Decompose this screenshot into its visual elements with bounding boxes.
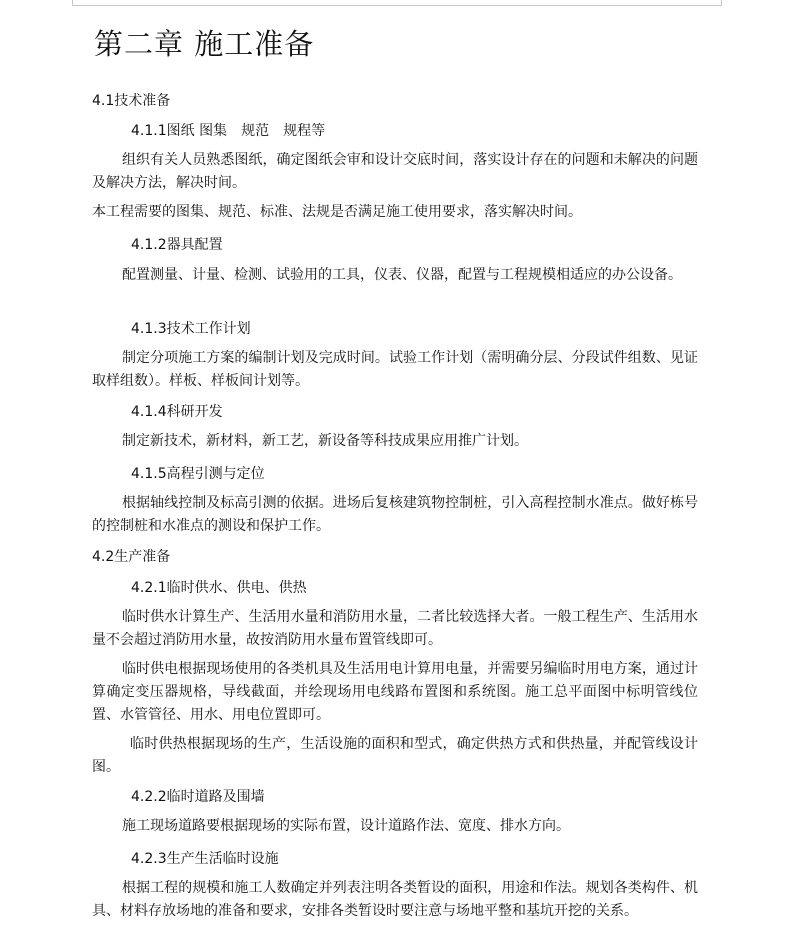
- paragraph: 根据工程的规模和施工人数确定并列表注明各类暂设的面积，用途和作法。规划各类构件、机具、材料存放场地的准备和要求，安排各类暂设时要注意与场地平整和基坑开挖的关系。: [92, 880, 698, 919]
- paragraph: 制定分项施工方案的编制计划及完成时间。试验工作计划（需明确分层、分段试件组数、见证取样组数）。样板、样板间计划等。: [92, 350, 698, 389]
- paragraph: 临时供电根据现场使用的各类机具及生活用电计算用电量，并需要另编临时用电方案，通过计算确定变压器规格，导线截面，并绘现场用电线路布置图和系统图。施工总平面图中标明管线位置、水管管径、用水、用电位置即可。: [92, 661, 698, 723]
- subsection-heading-4-2-1: 4.2.1临时供水、供电、供热: [131, 580, 307, 596]
- paragraph: 临时供热根据现场的生产，生活设施的面积和型式，确定供热方式和供热量，并配管线设计图。: [92, 736, 698, 775]
- subsection-heading-4-2-3: 4.2.3生产生活临时设施: [131, 851, 279, 867]
- subsection-heading-4-1-1: 4.1.1图纸 图集 规范 规程等: [131, 123, 326, 139]
- paragraph: 临时供水计算生产、生活用水量和消防用水量，二者比较选择大者。一般工程生产、生活用水量不会超过消防用水量，故按消防用水量布置管线即可。: [92, 609, 698, 648]
- paragraph: 组织有关人员熟悉图纸，确定图纸会审和设计交底时间，落实设计存在的问题和未解决的问题及解决方法，解决时间。: [92, 152, 698, 191]
- subsection-heading-4-1-2: 4.1.2器具配置: [131, 237, 223, 253]
- chapter-title: 第二章 施工准备: [94, 27, 315, 61]
- paragraph: 配置测量、计量、检测、试验用的工具，仪表、仪器，配置与工程规模相适应的办公设备。: [122, 267, 682, 283]
- paragraph: 施工现场道路要根据现场的实际布置，设计道路作法、宽度、排水方向。: [122, 818, 570, 834]
- subsection-heading-4-2-2: 4.2.2临时道路及围墙: [131, 789, 265, 805]
- section-heading-4-1: 4.1技术准备: [92, 93, 171, 109]
- subsection-heading-4-1-4: 4.1.4科研开发: [131, 404, 223, 420]
- subsection-heading-4-1-5: 4.1.5高程引测与定位: [131, 466, 265, 482]
- section-heading-4-2: 4.2生产准备: [92, 549, 171, 565]
- page-top-edge: [72, 0, 722, 6]
- paragraph: 制定新技术，新材料，新工艺，新设备等科技成果应用推广计划。: [122, 433, 528, 449]
- paragraph: 本工程需要的图集、规范、标准、法规是否满足施工使用要求，落实解决时间。: [92, 204, 582, 220]
- subsection-heading-4-1-3: 4.1.3技术工作计划: [131, 321, 251, 337]
- paragraph: 根据轴线控制及标高引测的依据。进场后复核建筑物控制桩，引入高程控制水准点。做好栋号的控制桩和水准点的测设和保护工作。: [92, 495, 698, 534]
